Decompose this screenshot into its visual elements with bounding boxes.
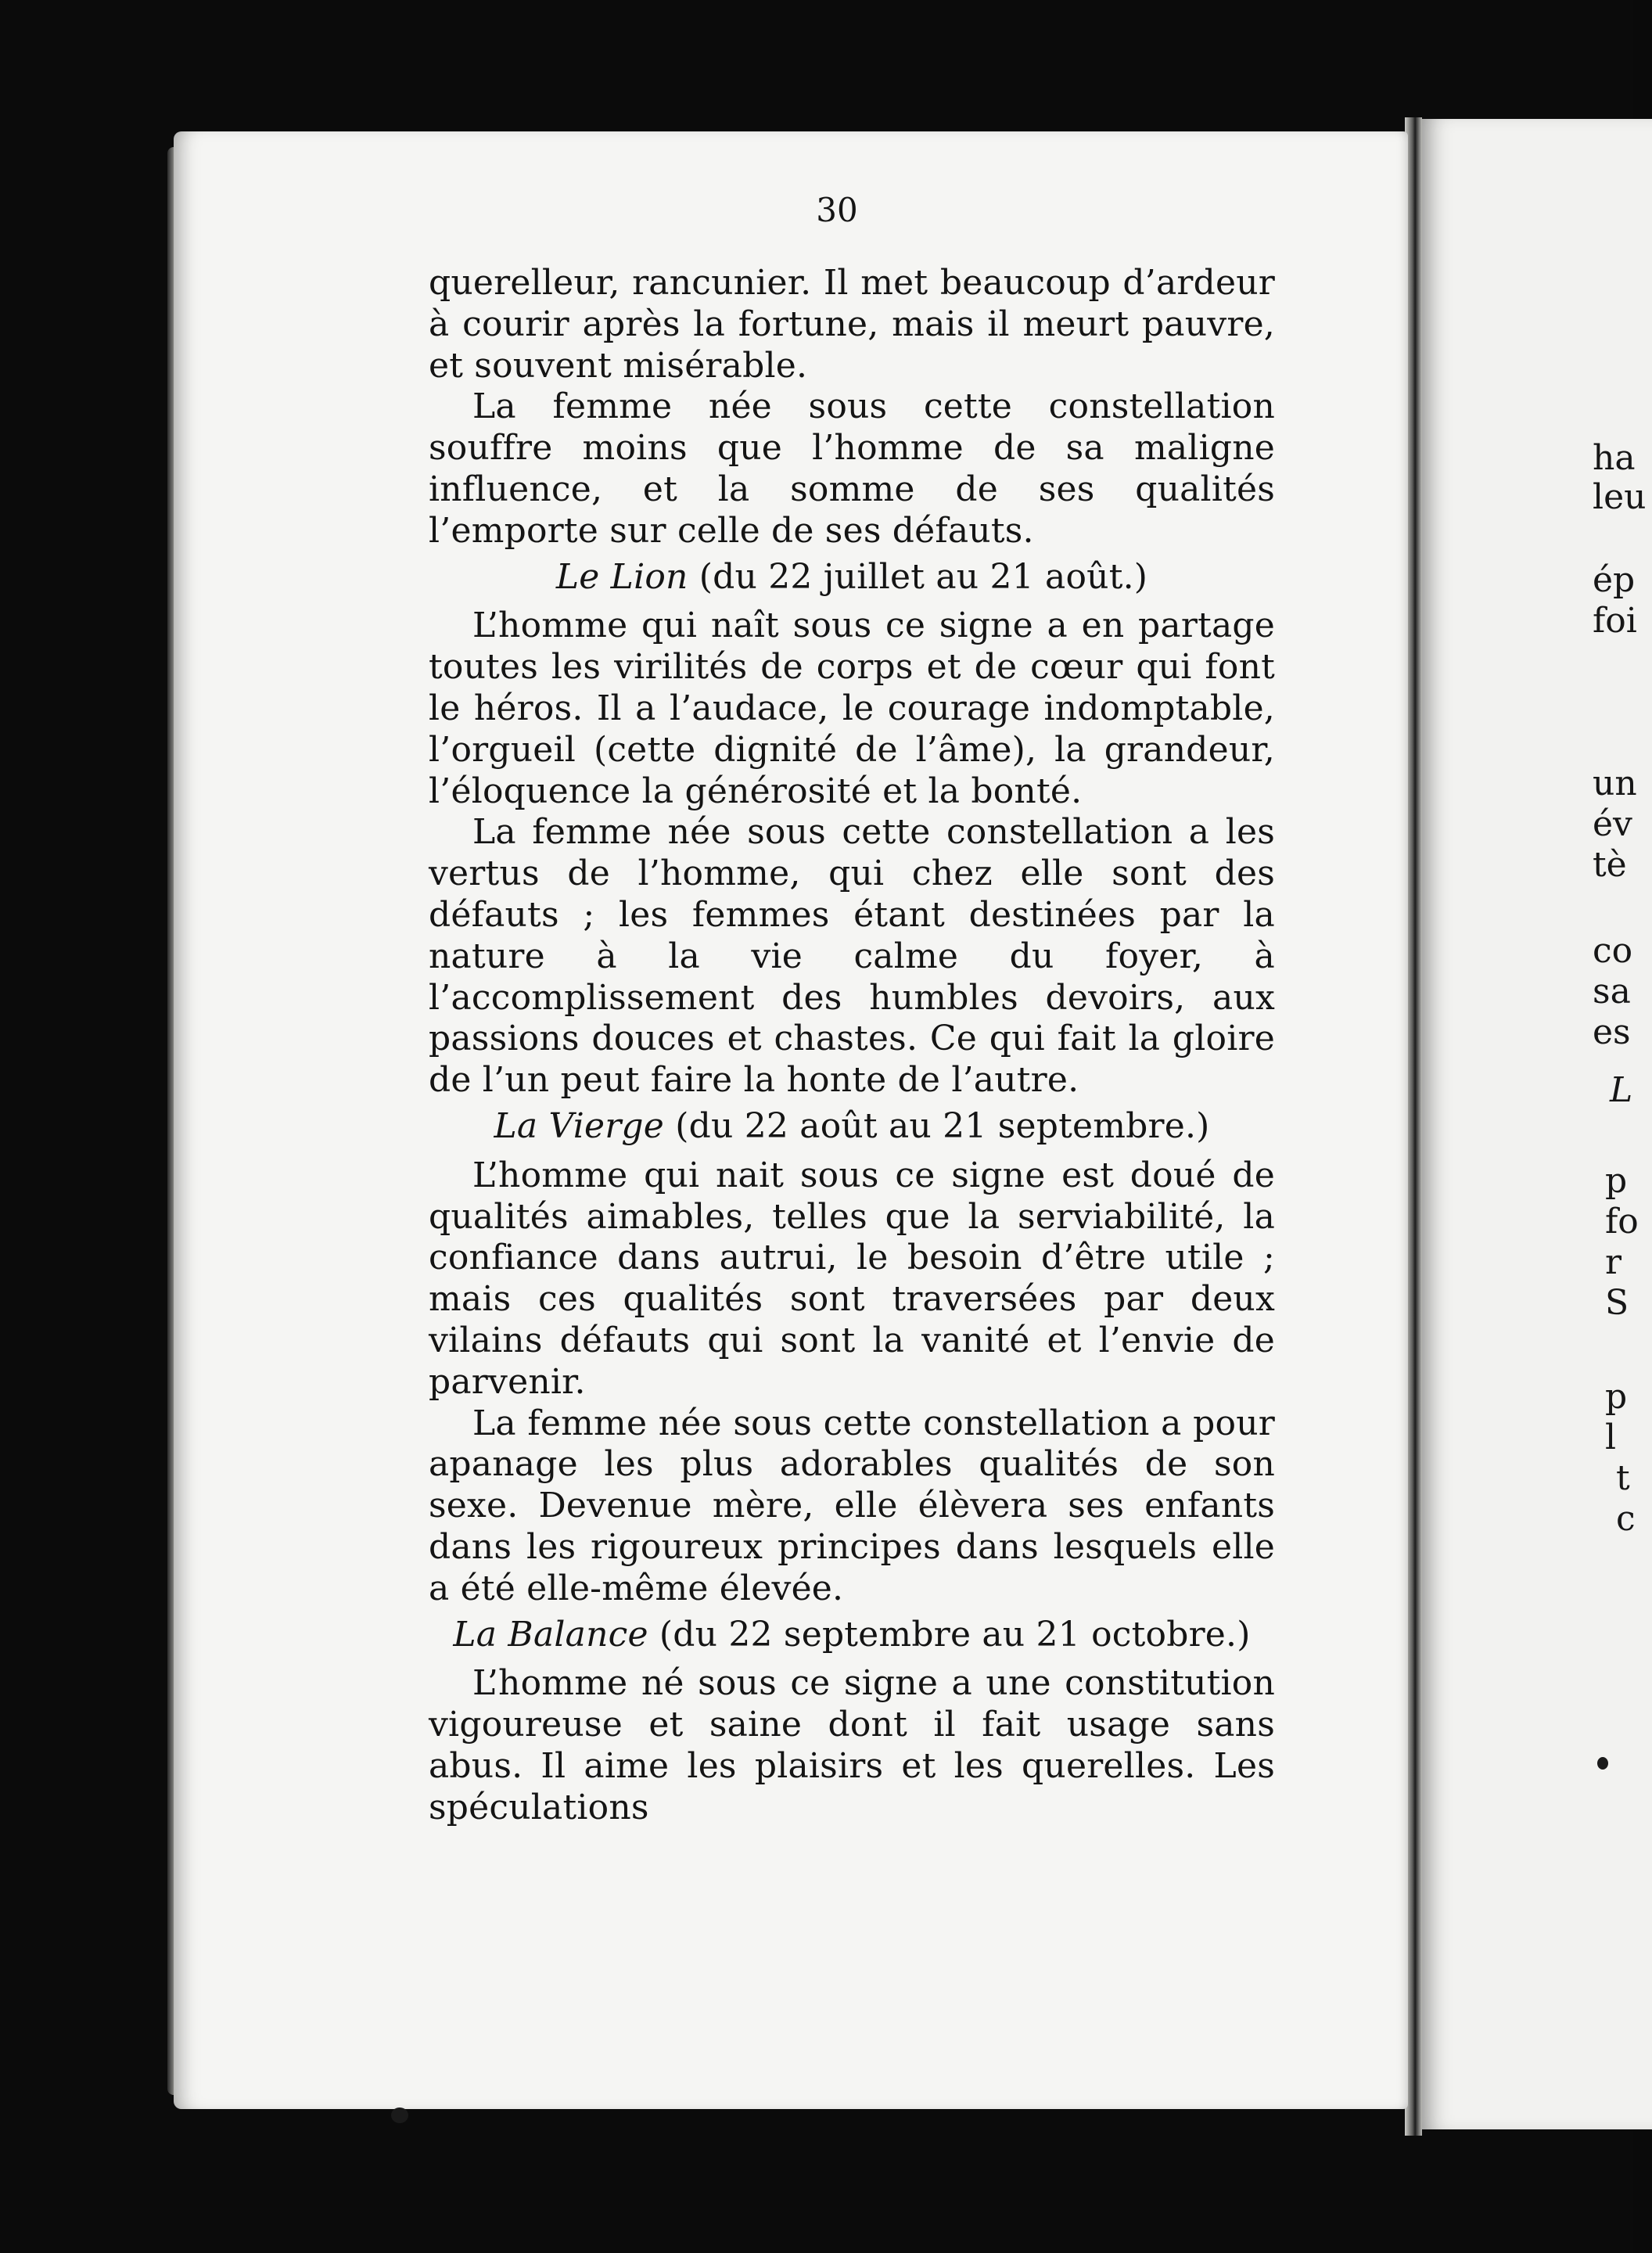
facing-page-fragment: l [1605, 1418, 1617, 1457]
paragraph: querelleur, rancunier. Il met beaucoup d’ardeur à courir après la fortune, mais il meurt pauvre, et souvent misérable. [429, 263, 1275, 386]
facing-page-fragment: ha [1593, 438, 1636, 478]
ink-spot [1597, 1757, 1608, 1770]
zodiac-heading [429, 1615, 1275, 1656]
facing-page-fragment: c [1616, 1499, 1636, 1539]
zodiac-heading [429, 557, 1275, 598]
facing-page-fragment: tè [1593, 845, 1627, 885]
ink-spot [391, 2107, 408, 2123]
paragraph: L’homme qui nait sous ce signe est doué de qualités aimables, telles que la serviabilité, la confiance dans autrui, le besoin d’être utile ; mais ces qualités sont traversées par deux vilains défauts qui sont la vanité et l’envie de parvenir. [429, 1155, 1275, 1402]
zodiac-sign-name: Le Lion [555, 556, 688, 597]
zodiac-sign-name: La Balance [453, 1614, 648, 1655]
zodiac-dates: (du 22 septembre au 21 octobre.) [648, 1614, 1251, 1655]
facing-page-fragment: sa [1593, 972, 1631, 1012]
facing-page-fragment: un [1593, 764, 1637, 803]
paragraph: La femme née sous cette constellation a pour apanage les plus adorables qualités de son sexe. Devenue mère, elle élèvera ses enfants dans les rigoureux principes dans lesquels elle a été elle-même élevée. [429, 1403, 1275, 1608]
facing-page-fragment: r [1605, 1242, 1622, 1282]
facing-page-fragment: fo [1605, 1202, 1639, 1241]
facing-page [1417, 119, 1652, 2129]
facing-page-fragment: L [1610, 1070, 1633, 1110]
facing-page-fragment: t [1616, 1458, 1630, 1498]
zodiac-heading [429, 1106, 1275, 1148]
facing-page-fragment: co [1593, 931, 1633, 971]
facing-page-fragment: p [1605, 1161, 1628, 1201]
facing-page-fragment: év [1593, 804, 1632, 844]
facing-page-fragment: p [1605, 1377, 1628, 1417]
paragraph: L’homme né sous ce signe a une constitution vigoureuse et saine dont il fait usage sans abus. Il aime les plaisirs et les querelles. Les spéculations [429, 1663, 1275, 1827]
paragraph: La femme née sous cette constellation souffre moins que l’homme de sa maligne influence, et la somme de ses qualités l’emporte sur celle de ses défauts. [429, 386, 1275, 551]
zodiac-dates: (du 22 juillet au 21 août.) [688, 556, 1148, 597]
paragraph: La femme née sous cette constellation a les vertus de l’homme, qui chez elle sont des défauts ; les femmes étant destinées par la nature à la vie calme du foyer, à l’accomplissement des humbles devoirs, aux passions douces et chastes. Ce qui fait la gloire de l’un peut faire la honte de l’autre. [429, 812, 1275, 1101]
zodiac-dates: (du 22 août au 21 septembre.) [664, 1105, 1210, 1146]
zodiac-sign-name: La Vierge [494, 1105, 665, 1146]
facing-page-fragment: S [1605, 1283, 1629, 1323]
facing-page-fragment: es [1593, 1012, 1631, 1052]
facing-page-fragment: leu [1593, 477, 1647, 517]
paragraph: L’homme qui naît sous ce signe a en partage toutes les virilités de corps et de cœur qui font le héros. Il a l’audace, le courage indomptable, l’orgueil (cette dignité de l’âme), la grandeur, l’éloquence la générosité et la bonté. [429, 605, 1275, 811]
page-text [429, 188, 1275, 1828]
facing-page-fragment: foi [1593, 601, 1637, 641]
page-number: 30 [816, 191, 858, 229]
facing-page-fragment: ép [1593, 560, 1636, 600]
